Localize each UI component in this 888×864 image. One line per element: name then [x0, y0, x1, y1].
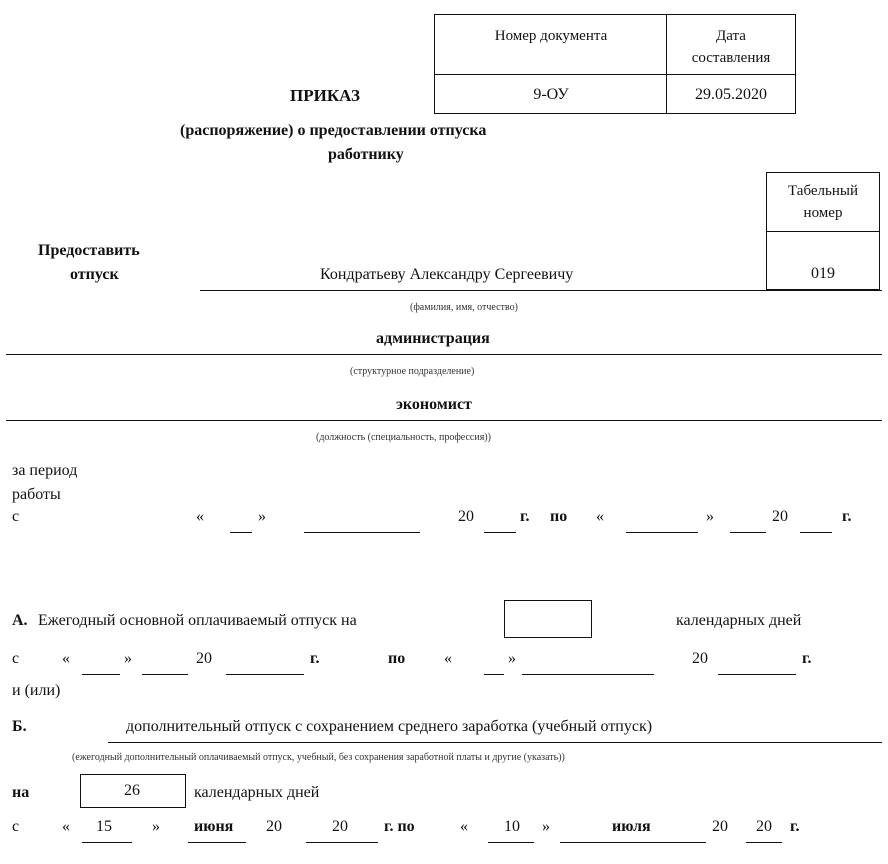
- section-a-to-day-line: [484, 674, 504, 675]
- section-b-text: дополнительный отпуск с сохранением среднего заработка (учебный отпуск): [126, 718, 653, 735]
- section-b-from-label: с: [12, 818, 20, 835]
- period-from-year-prefix: 20: [458, 508, 474, 525]
- section-b-to-quote-close: »: [542, 818, 550, 835]
- table-divider-h: [434, 74, 796, 75]
- section-a-from-day-line: [82, 674, 120, 675]
- section-b-from-month-line: [188, 842, 246, 843]
- section-b-letter: Б.: [12, 718, 27, 735]
- tab-number-value: 019: [811, 265, 835, 282]
- subtitle-line1: (распоряжение) о предоставлении отпуска: [180, 122, 487, 139]
- section-b-from-day-line: [82, 842, 132, 843]
- section-b-from-month: июня: [194, 818, 234, 835]
- grant-label-line2: отпуск: [70, 266, 119, 283]
- position-underline: [6, 420, 882, 421]
- table-divider-v: [666, 14, 667, 114]
- section-b-to-label: г. по: [384, 818, 415, 835]
- section-a-from-quote-open: «: [62, 650, 70, 667]
- section-a-letter: А.: [12, 612, 28, 629]
- section-a-to-label: по: [388, 650, 406, 667]
- section-b-underline: [108, 742, 882, 743]
- period-label-line2: работы: [12, 486, 61, 503]
- section-a-from-year-line: [226, 674, 304, 675]
- section-b-from-year-prefix: 20: [266, 818, 282, 835]
- section-b-to-day-line: [488, 842, 534, 843]
- section-b-to-year-line: [746, 842, 782, 843]
- department-underline: [6, 354, 882, 355]
- period-to-quote-close: »: [706, 508, 714, 525]
- section-a-to-year-line: [718, 674, 796, 675]
- period-from-quote-close: »: [258, 508, 266, 525]
- employee-name: Кондратьеву Александру Сергеевичу: [320, 266, 574, 283]
- section-b-to-day: 10: [504, 818, 520, 835]
- subtitle-line2: работнику: [328, 146, 404, 163]
- department-caption: (структурное подразделение): [350, 366, 475, 377]
- section-a-to-year-prefix: 20: [692, 650, 708, 667]
- department-value: администрация: [376, 330, 490, 347]
- section-b-to-year-prefix: 20: [712, 818, 728, 835]
- period-label-line1: за период: [12, 462, 78, 479]
- section-a-to-month-line: [522, 674, 654, 675]
- doc-date-header-line1: Дата: [716, 28, 746, 44]
- grant-label-line1: Предоставить: [38, 242, 140, 259]
- section-a-days-label: календарных дней: [676, 612, 802, 629]
- doc-number-value: 9-ОУ: [533, 86, 569, 103]
- section-b-from-quote-open: «: [62, 818, 70, 835]
- section-b-days-value: 26: [124, 782, 140, 799]
- section-a-from-year-suffix: г.: [310, 650, 320, 667]
- doc-date-value: 29.05.2020: [695, 86, 767, 103]
- period-from-quote-open: «: [196, 508, 204, 525]
- employee-caption: (фамилия, имя, отчество): [410, 302, 518, 313]
- section-a-from-month-line: [142, 674, 188, 675]
- doc-date-header-line2: составления: [691, 50, 771, 66]
- section-a-days-box: [504, 600, 592, 638]
- tab-number-divider: [766, 231, 880, 232]
- section-b-to-year-suffix: г.: [790, 818, 800, 835]
- and-or-label: и (или): [12, 682, 61, 699]
- section-b-from-year-line: [306, 842, 378, 843]
- section-b-caption: (ежегодный дополнительный оплачиваемый отпуск, учебный, без сохранения заработной платы и другие (указать)): [72, 752, 565, 763]
- period-to-quote-open: «: [596, 508, 604, 525]
- position-caption: (должность (специальность, профессия)): [316, 432, 491, 443]
- employee-underline: [200, 290, 882, 291]
- section-a-text: Ежегодный основной оплачиваемый отпуск на: [38, 612, 357, 629]
- period-from-year-line: [484, 532, 516, 533]
- period-from-year-suffix: г.: [520, 508, 530, 525]
- doc-number-header: Номер документа: [494, 28, 608, 44]
- tab-number-header-line1: Табельный: [788, 183, 858, 199]
- period-to-year-suffix: г.: [842, 508, 852, 525]
- section-b-on-label: на: [12, 784, 30, 801]
- period-from-day-line: [230, 532, 252, 533]
- section-b-to-quote-open: «: [460, 818, 468, 835]
- period-from-month-line: [304, 532, 420, 533]
- section-a-from-year-prefix: 20: [196, 650, 212, 667]
- period-to-day-line: [626, 532, 698, 533]
- page-title: ПРИКАЗ: [290, 86, 360, 105]
- section-a-to-year-suffix: г.: [802, 650, 812, 667]
- period-to-year-line: [800, 532, 832, 533]
- section-a-from-label: с: [12, 650, 20, 667]
- period-to-month-line: [730, 532, 766, 533]
- section-b-to-year: 20: [756, 818, 772, 835]
- section-b-to-month: июля: [612, 818, 651, 835]
- section-b-to-month-line: [560, 842, 706, 843]
- section-b-from-day: 15: [96, 818, 112, 835]
- section-a-to-quote-open: «: [444, 650, 452, 667]
- section-b-from-quote-close: »: [152, 818, 160, 835]
- doc-date-header: [668, 22, 794, 72]
- section-a-to-quote-close: »: [508, 650, 516, 667]
- tab-number-header-line2: номер: [803, 205, 843, 221]
- period-from-label: с: [12, 508, 20, 525]
- section-b-from-year: 20: [332, 818, 348, 835]
- period-to-year-prefix: 20: [772, 508, 788, 525]
- section-b-days-label: календарных дней: [194, 784, 320, 801]
- period-to-label: по: [550, 508, 568, 525]
- tab-number-header: [768, 176, 878, 228]
- position-value: экономист: [396, 396, 472, 413]
- section-a-from-quote-close: »: [124, 650, 132, 667]
